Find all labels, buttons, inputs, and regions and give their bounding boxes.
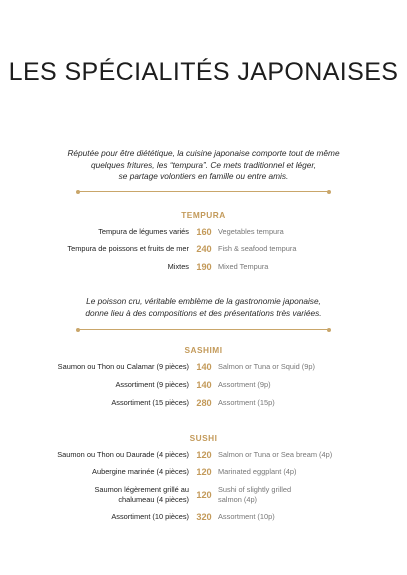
item-name-fr: Aubergine marinée (4 pièces) [92,467,189,476]
item-price: 160 [196,227,212,237]
item-name-fr: Assortiment (9 pièces) [115,380,189,389]
intro-line: quelques fritures, les “tempura”. Ce mets traditionnel et léger, [90,159,317,170]
item-name-en: Assortment (15p) [218,398,275,407]
menu-item [0,262,407,282]
sashimi-intro [40,296,367,319]
item-name-en: Assortment (9p) [218,380,271,389]
menu-item [0,362,407,382]
page-title: LES SPÉCIALITÉS JAPONAISES [8,58,399,86]
menu-item [0,398,407,418]
menu-item [0,485,407,509]
item-price: 120 [196,450,212,460]
intro-line: Le poisson cru, véritable emblème de la gastronomie japonaise, [86,296,321,306]
item-price: 320 [196,512,212,522]
menu-item [0,380,407,400]
item-name-en: Sushi of slightly grilled salmon (4p) [218,485,292,504]
item-name-fr: Tempura de légumes variés [98,227,189,236]
item-name-fr: Saumon légèrement grillé au chalumeau (4 pièces) [94,485,189,504]
item-price: 280 [196,398,212,408]
item-name-en: Fish & seafood tempura [218,244,297,253]
item-name-en: Salmon or Tuna or Squid (9p) [218,362,315,371]
intro-line: donne lieu à des compositions et des présentations très variées. [85,307,322,318]
menu-item [0,244,407,264]
item-name-en: Salmon or Tuna or Sea bream (4p) [218,450,333,459]
item-name-en: Marinated eggplant (4p) [218,467,297,476]
item-name-fr: Saumon ou Thon ou Calamar (9 pièces) [57,362,189,371]
section-heading-sushi: SUSHI [189,433,218,443]
item-name-en: Mixed Tempura [218,262,269,271]
intro-line: Réputée pour être diététique, la cuisine japonaise comporte tout de même [67,148,340,158]
item-price: 120 [196,490,212,500]
intro-line: se partage volontiers en famille ou entre amis. [118,171,289,181]
menu-item [0,512,407,532]
item-price: 140 [196,362,212,372]
section-divider [78,329,329,330]
section-heading-sashimi: SASHIMI [184,345,223,355]
tempura-intro [40,148,367,183]
item-name-fr: Tempura de poissons et fruits de mer [67,244,189,253]
section-heading-tempura: TEMPURA [181,210,226,220]
item-name-fr: Mixtes [167,262,189,271]
item-price: 120 [196,467,212,477]
item-name-fr: Assortiment (15 pièces) [111,398,189,407]
section-divider [78,191,329,192]
menu-item [0,467,407,487]
item-name-fr: Saumon ou Thon ou Daurade (4 pièces) [57,450,189,459]
item-price: 190 [196,262,212,272]
item-name-en: Assortment (10p) [218,512,275,521]
item-name-en: Vegetables tempura [218,227,284,236]
item-price: 140 [196,380,212,390]
item-name-fr: Assortiment (10 pièces) [111,512,189,521]
item-price: 240 [196,244,212,254]
